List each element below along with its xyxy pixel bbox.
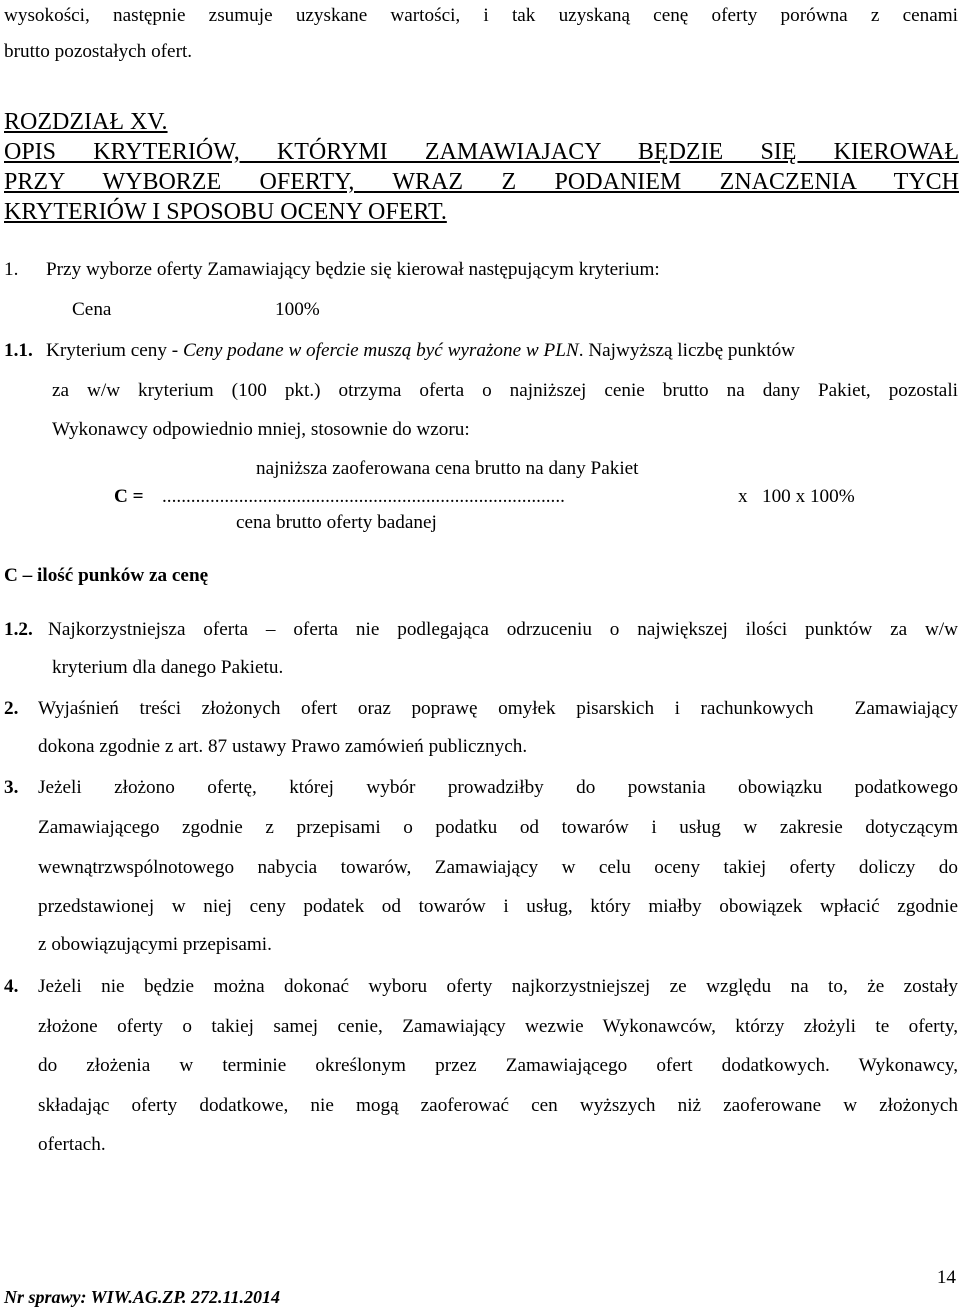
section-1-2-line-2: kryterium dla danego Pakietu. [52,657,284,678]
section-4-line-2: złożone oferty o takiej samej cenie, Zamawiający wezwie Wykonawców, którzy złożyli te oferty, [38,1016,958,1037]
section-4-line-1: Jeżeli nie będzie można dokonać wyboru oferty najkorzystniejszej ze względu na to, że zostały [38,976,958,997]
section-2-number: 2. [4,698,19,719]
case-number: Nr sprawy: WIW.AG.ZP. 272.11.2014 [4,1287,281,1307]
section-1-1-number: 1.1. [4,340,33,361]
section-1-1-line-2: za w/w kryterium (100 pkt.) otrzyma oferta o najniższej cenie brutto na dany Pakiet, pozostali [52,380,958,401]
section-1-1-text-b: . Najwyższą liczbę punktów [578,340,796,361]
chapter-title: ROZDZIAŁ XV. [4,109,168,135]
chapter-heading [4,107,960,227]
section-2-line-1: Wyjaśnień treści złożonych ofert oraz poprawę omyłek pisarskich i rachunkowych Zamawiający [38,698,958,719]
section-2-line-2: dokona zgodnie z art. 87 ustawy Prawo zamówień publicznych. [38,736,528,757]
intro-line-2: brutto pozostałych ofert. [4,41,193,62]
section-1-1-line-3: Wykonawcy odpowiednio mniej, stosownie do wzoru: [52,419,470,440]
section-1-1-line-1 [46,339,795,363]
section-3-line-1: Jeżeli złożono ofertę, której wybór prowadziłby do powstania obowiązku podatkowego [38,777,958,798]
section-4-number: 4. [4,976,19,997]
formula-lhs: C = [114,486,144,507]
section-4-line-5: ofertach. [38,1134,106,1155]
section-4-line-4: składając oferty dodatkowe, nie mogą zaoferować cen wyższych niż zaoferowane w złożonych [38,1095,958,1116]
section-3-line-3: wewnątrzwspólnotowego nabycia towarów, Zamawiający w celu oceny takiej oferty doliczy do [38,857,958,878]
section-3-line-2: Zamawiającego zgodnie z przepisami o podatku od towarów i usług w zakresie dotyczącym [38,817,958,838]
section-3-number: 3. [4,777,19,798]
chapter-subtitle-line-2: PRZY WYBORZE OFERTY, WRAZ Z PODANIEM ZNACZENIA TYCH [4,169,959,195]
criterion-weight: 100% [275,299,320,320]
section-1-1-text-a: Kryterium ceny - [46,340,179,361]
formula-numerator: najniższa zaoferowana cena brutto na dany Pakiet [256,458,639,479]
section-1-1-text-italic: Ceny podane w ofercie muszą być wyrażone w PLN [182,340,579,361]
section-3-line-5: z obowiązującymi przepisami. [38,934,272,955]
section-1-text: Przy wyborze oferty Zamawiający będzie się kierował następującym kryterium: [46,259,660,280]
formula-denominator: cena brutto oferty badanej [236,512,437,533]
section-1-2-line-1: Najkorzystniejsza oferta – oferta nie podlegająca odrzuceniu o największej ilości punktów za w/w [48,619,958,640]
intro-line-1: wysokości, następnie zsumuje uzyskane wartości, i tak uzyskaną cenę oferty porówna z cenami [4,5,958,26]
section-1-number: 1. [4,259,19,280]
chapter-subtitle-line-1: OPIS KRYTERIÓW, KTÓRYMI ZAMAWIAJACY BĘDZIE SIĘ KIEROWAŁ [4,139,959,165]
section-4-line-3: do złożenia w terminie określonym przez Zamawiającego ofert dodatkowych. Wykonawcy, [38,1055,958,1076]
chapter-subtitle-line-3: KRYTERIÓW I SPOSOBU OCENY OFERT. [4,199,447,225]
criterion-name: Cena [72,299,112,320]
formula-legend: C – ilość punków za cenę [4,565,209,586]
formula-rhs: x 100 x 100% [738,486,855,507]
formula-fraction-dots: .................................................................................... [162,486,565,507]
section-3-line-4: przedstawionej w niej ceny podatek od towarów i usług, który miałby obowiązek wpłacić zgodnie [38,896,958,917]
section-1-2-number: 1.2. [4,619,33,640]
page-number: 14 [936,1267,956,1288]
